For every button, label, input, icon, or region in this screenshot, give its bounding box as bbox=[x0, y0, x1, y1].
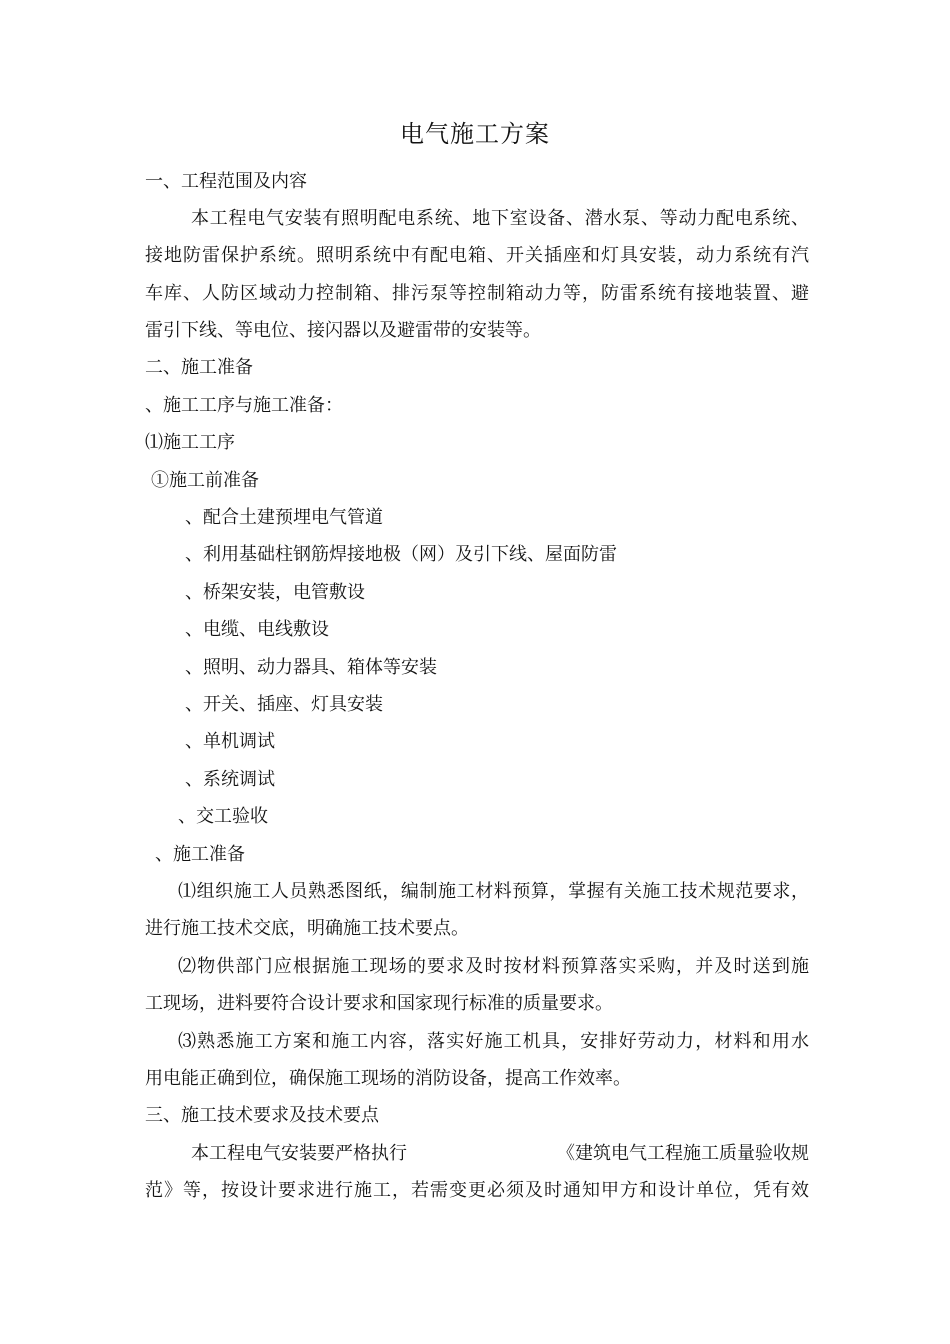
prep-line: ⑴组织施工人员熟悉图纸，编制施工材料预算，掌握有关施工技术规范要求， bbox=[178, 881, 809, 902]
paragraph-line bbox=[191, 1140, 809, 1168]
subheading-preparation: 、施工准备 bbox=[155, 844, 245, 865]
step-item: 、开关、插座、灯具安装 bbox=[185, 694, 383, 715]
section-heading-3: 三、施工技术要求及技术要点 bbox=[145, 1105, 379, 1126]
document-title: 电气施工方案 bbox=[400, 120, 550, 148]
step-item: 、电缆、电线敷设 bbox=[185, 619, 329, 640]
prep-line: 进行施工技术交底，明确施工技术要点。 bbox=[145, 918, 469, 939]
prep-line: ⑶熟悉施工方案和施工内容，落实好施工机具，安排好劳动力，材料和用水 bbox=[178, 1031, 809, 1052]
step-item: 、交工验收 bbox=[178, 806, 268, 827]
paragraph-text-left: 本工程电气安装要严格执行 bbox=[191, 1143, 407, 1164]
step-item: 、配合土建预埋电气管道 bbox=[185, 507, 383, 528]
step-item: 、系统调试 bbox=[185, 769, 275, 790]
prep-line: 工现场，进料要符合设计要求和国家现行标准的质量要求。 bbox=[145, 993, 613, 1014]
subheading-pre-construction: ①施工前准备 bbox=[151, 470, 259, 491]
step-item: 、照明、动力器具、箱体等安装 bbox=[185, 657, 437, 678]
prep-line: 用电能正确到位，确保施工现场的消防设备，提高工作效率。 bbox=[145, 1068, 631, 1089]
paragraph-line: 车库、人防区域动力控制箱、排污泵等控制箱动力等，防雷系统有接地装置、避 bbox=[145, 283, 809, 304]
prep-line: ⑵物供部门应根据施工现场的要求及时按材料预算落实采购，并及时送到施 bbox=[178, 956, 809, 977]
paragraph-line: 本工程电气安装有照明配电系统、地下室设备、潜水泵、等动力配电系统、 bbox=[191, 208, 809, 229]
paragraph-line: 范》等，按设计要求进行施工，若需变更必须及时通知甲方和设计单位，凭有效 bbox=[145, 1180, 809, 1201]
step-item: 、单机调试 bbox=[185, 731, 275, 752]
paragraph-line: 接地防雷保护系统。照明系统中有配电箱、开关插座和灯具安装，动力系统有汽 bbox=[145, 245, 809, 266]
section-heading-1: 一、工程范围及内容 bbox=[145, 171, 307, 192]
section-heading-2: 二、施工准备 bbox=[145, 357, 253, 378]
step-item: 、利用基础柱钢筋焊接地极（网）及引下线、屋面防雷 bbox=[185, 544, 617, 565]
subheading-procedure: ⑴施工工序 bbox=[145, 432, 235, 453]
step-item: 、桥架安装，电管敷设 bbox=[185, 582, 365, 603]
subheading-process: 、施工工序与施工准备： bbox=[145, 395, 343, 416]
paragraph-line: 雷引下线、等电位、接闪器以及避雷带的安装等。 bbox=[145, 320, 541, 341]
paragraph-text-right: 《建筑电气工程施工质量验收规 bbox=[557, 1143, 809, 1164]
